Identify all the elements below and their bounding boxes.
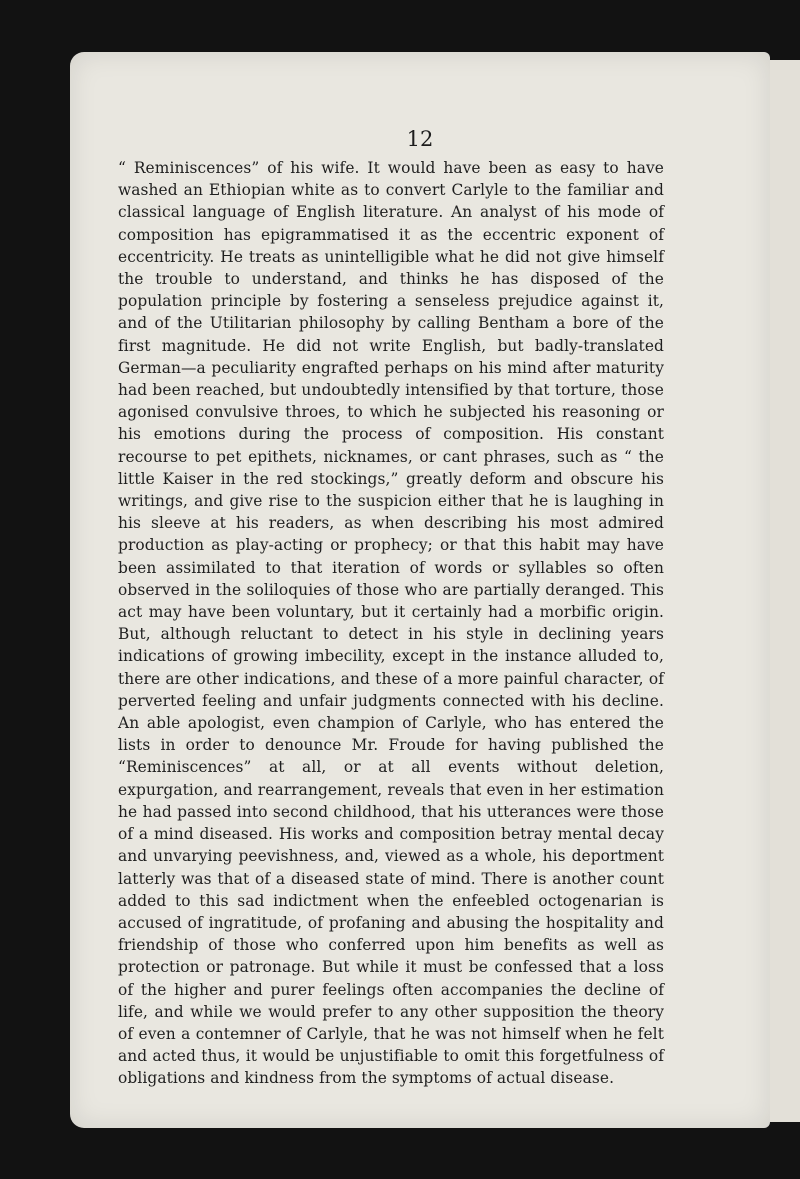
page-number: 12 [406, 127, 434, 151]
body-paragraph: “ Reminiscences” of his wife. It would have been as easy to have washed an Ethiopian white as to convert Carlyle to the familiar and classical language of English literature. An analyst of his mode of composition has epigrammatised it as the eccentric exponent of eccentricity. He treats as unintelligible what he did not give himself the trouble to understand, and thinks he has disposed of the population principle by fostering a senseless prejudice against it, and of the Utilitarian philosophy by calling Bentham a bore of the first magnitude. He did not write English, but badly-translated German—a peculiarity engrafted perhaps on his mind after maturity had been reached, but undoubtedly intensified by that torture, those agonised convulsive throes, to which he subjected his reasoning or his emotions during the process of composition. His constant recourse to pet epithets, nicknames, or cant phrases, such as “ the little Kaiser in the red stockings,” greatly deform and obscure his writings, and give rise to the suspicion either that he is laughing in his sleeve at his readers, as when describing his most admired production as play-acting or prophecy; or that this habit may have been assimilated to that iteration of words or syllables so often observed in the soliloquies of those who are partially deranged. This act may have been voluntary, but it certainly had a morbific origin. But, although reluctant to detect in his style in declining years indications of growing imbecility, except in the instance alluded to, there are other indications, and these of a more painful character, of perverted feeling and unfair judgments connected with his decline. An able apologist, even champion of Carlyle, who has entered the lists in order to denounce Mr. Froude for having published the “Reminiscences” at all, or at all events without deletion, expurgation, and rearrangement, reveals that even in her estimation he had passed into second childhood, that his utterances were those of a mind diseased. His works and composition betray mental decay and unvarying peevishness, and, viewed as a whole, his deportment latterly was that of a diseased state of mind. There is another count added to this sad indictment when the enfeebled octogenarian is accused of ingratitude, of profaning and abusing the hospitality and friendship of those who conferred upon him benefits as well as protection or patronage. But while it must be confessed that a loss of the higher and purer feelings often accompanies the decline of life, and while we would prefer to any other supposition the theory of even a contemner of Carlyle, that he was not himself when he felt and acted thus, it would be unjustifiable to omit this forgetfulness of obligations and kindness from the symptoms of actual disease. [118, 159, 664, 1088]
